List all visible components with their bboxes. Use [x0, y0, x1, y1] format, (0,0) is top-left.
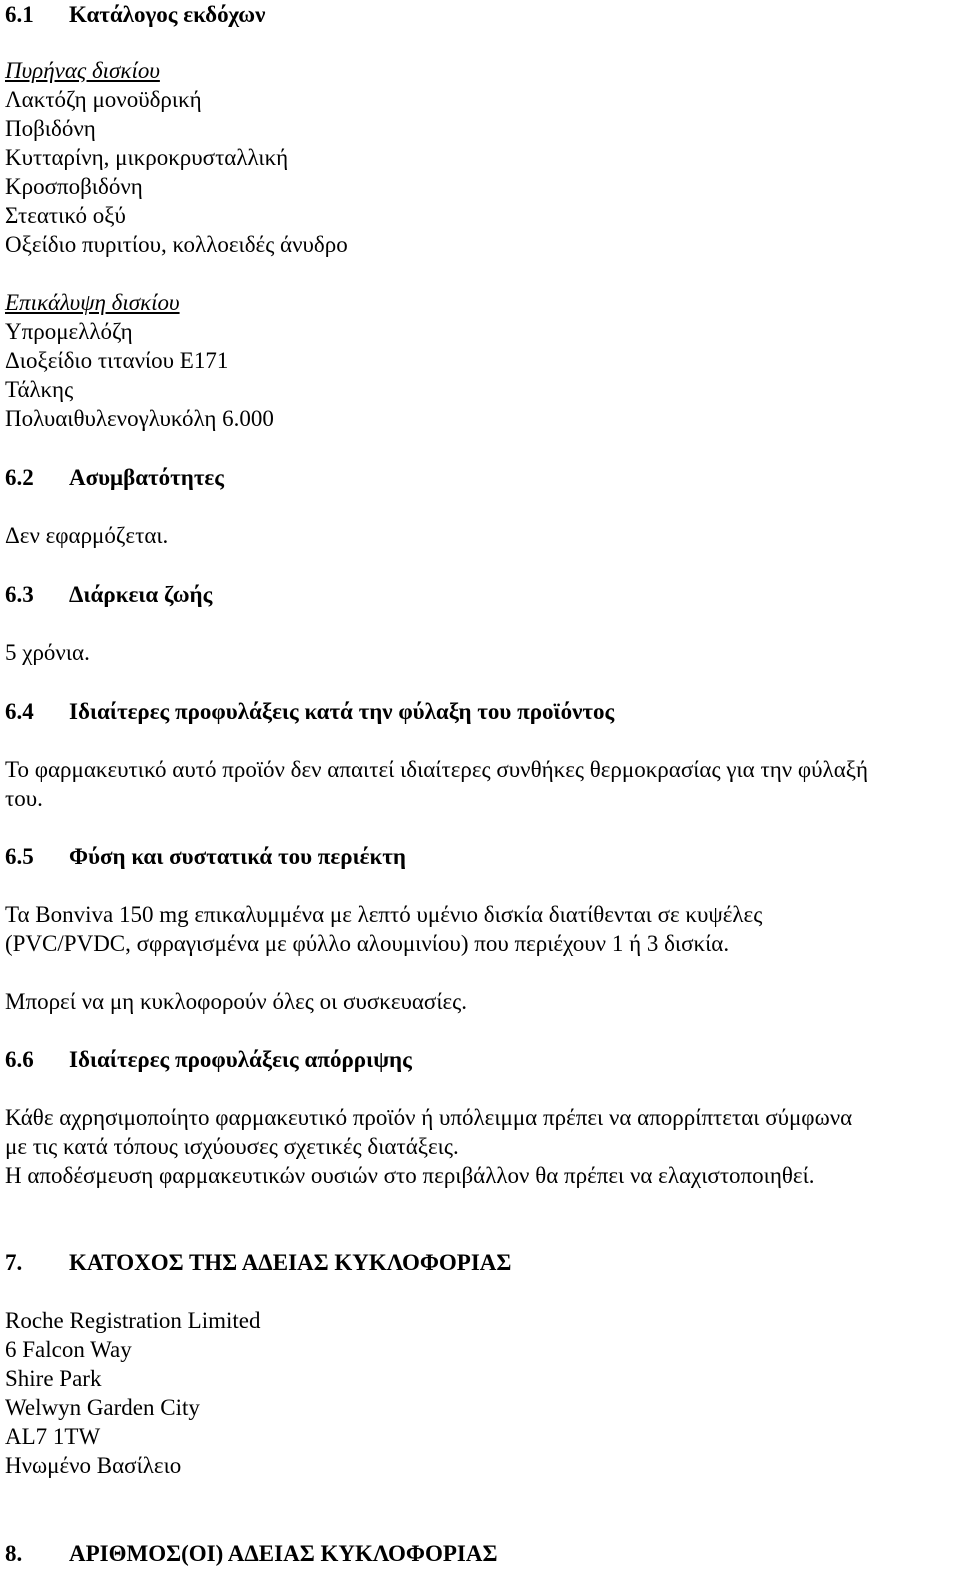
core-item: Οξείδιο πυριτίου, κολλοειδές άνυδρο — [5, 232, 348, 257]
heading-6-1 — [5, 0, 265, 29]
section-number: 6.4 — [5, 699, 34, 724]
heading-6-2 — [5, 463, 224, 492]
core-item: Λακτόζη μονοϋδρική — [5, 87, 202, 112]
address-line: Ηνωμένο Βασίλειο — [5, 1453, 182, 1478]
core-heading: Πυρήνας δισκίου — [5, 58, 160, 83]
body-text: Το φαρμακευτικό αυτό προϊόν δεν απαιτεί ιδιαίτερες συνθήκες θερμοκρασίας για την φύλαξή — [5, 757, 869, 782]
body-text: (PVC/PVDC, σφραγισμένα με φύλλο αλουμινίου) που περιέχουν 1 ή 3 δισκία. — [5, 931, 730, 956]
coat-item: Πολυαιθυλενογλυκόλη 6.000 — [5, 406, 274, 431]
section-title: Κατάλογος εκδόχων — [69, 2, 266, 27]
address-line: Welwyn Garden City — [5, 1395, 200, 1420]
heading-7 — [5, 1248, 511, 1277]
section-title: Ιδιαίτερες προφυλάξεις απόρριψης — [69, 1047, 412, 1072]
heading-6-3 — [5, 580, 212, 609]
section-number: 6.3 — [5, 582, 34, 607]
body-text: Δεν εφαρμόζεται. — [5, 523, 169, 548]
body-text: του. — [5, 786, 43, 811]
address-line: AL7 1TW — [5, 1424, 101, 1449]
core-item: Ποβιδόνη — [5, 116, 96, 141]
section-number: 8. — [5, 1541, 23, 1566]
coat-heading: Επικάλυψη δισκίου — [5, 290, 180, 315]
body-text: Κάθε αχρησιμοποίητο φαρμακευτικό προϊόν ή υπόλειμμα πρέπει να απορρίπτεται σύμφωνα — [5, 1105, 853, 1130]
body-text: με τις κατά τόπους ισχύουσες σχετικές διατάξεις. — [5, 1134, 459, 1159]
section-number: 6.5 — [5, 844, 34, 869]
section-title: Ιδιαίτερες προφυλάξεις κατά την φύλαξη του προϊόντος — [69, 699, 615, 724]
core-item: Κροσποβιδόνη — [5, 174, 143, 199]
address-line: 6 Falcon Way — [5, 1337, 132, 1362]
core-item: Κυτταρίνη, μικροκρυσταλλική — [5, 145, 289, 170]
section-number: 6.1 — [5, 2, 34, 27]
section-number: 7. — [5, 1250, 23, 1275]
section-title: ΚΑΤΟΧΟΣ ΤΗΣ ΑΔΕΙΑΣ ΚΥΚΛΟΦΟΡΙΑΣ — [69, 1250, 512, 1275]
heading-6-4 — [5, 697, 614, 726]
section-title: Ασυμβατότητες — [69, 465, 224, 490]
coat-item: Διοξείδιο τιτανίου E171 — [5, 348, 229, 373]
section-title: ΑΡΙΘΜΟΣ(ΟΙ) ΑΔΕΙΑΣ ΚΥΚΛΟΦΟΡΙΑΣ — [69, 1541, 498, 1566]
heading-8 — [5, 1539, 498, 1568]
section-title: Διάρκεια ζωής — [69, 582, 213, 607]
address-line: Roche Registration Limited — [5, 1308, 261, 1333]
coat-item: Τάλκης — [5, 377, 74, 402]
body-text: 5 χρόνια. — [5, 640, 90, 665]
coat-item: Υπρομελλόζη — [5, 319, 133, 344]
section-number: 6.2 — [5, 465, 34, 490]
address-line: Shire Park — [5, 1366, 102, 1391]
core-item: Στεατικό οξύ — [5, 203, 126, 228]
section-title: Φύση και συστατικά του περιέκτη — [69, 844, 406, 869]
heading-6-5 — [5, 842, 406, 871]
body-text: Μπορεί να μη κυκλοφορούν όλες οι συσκευασίες. — [5, 989, 468, 1014]
heading-6-6 — [5, 1045, 412, 1074]
body-text: Η αποδέσμευση φαρμακευτικών ουσιών στο περιβάλλον θα πρέπει να ελαχιστοποιηθεί. — [5, 1163, 815, 1188]
section-number: 6.6 — [5, 1047, 34, 1072]
body-text: Τα Bonviva 150 mg επικαλυμμένα με λεπτό υμένιο δισκία διατίθενται σε κυψέλες — [5, 902, 763, 927]
